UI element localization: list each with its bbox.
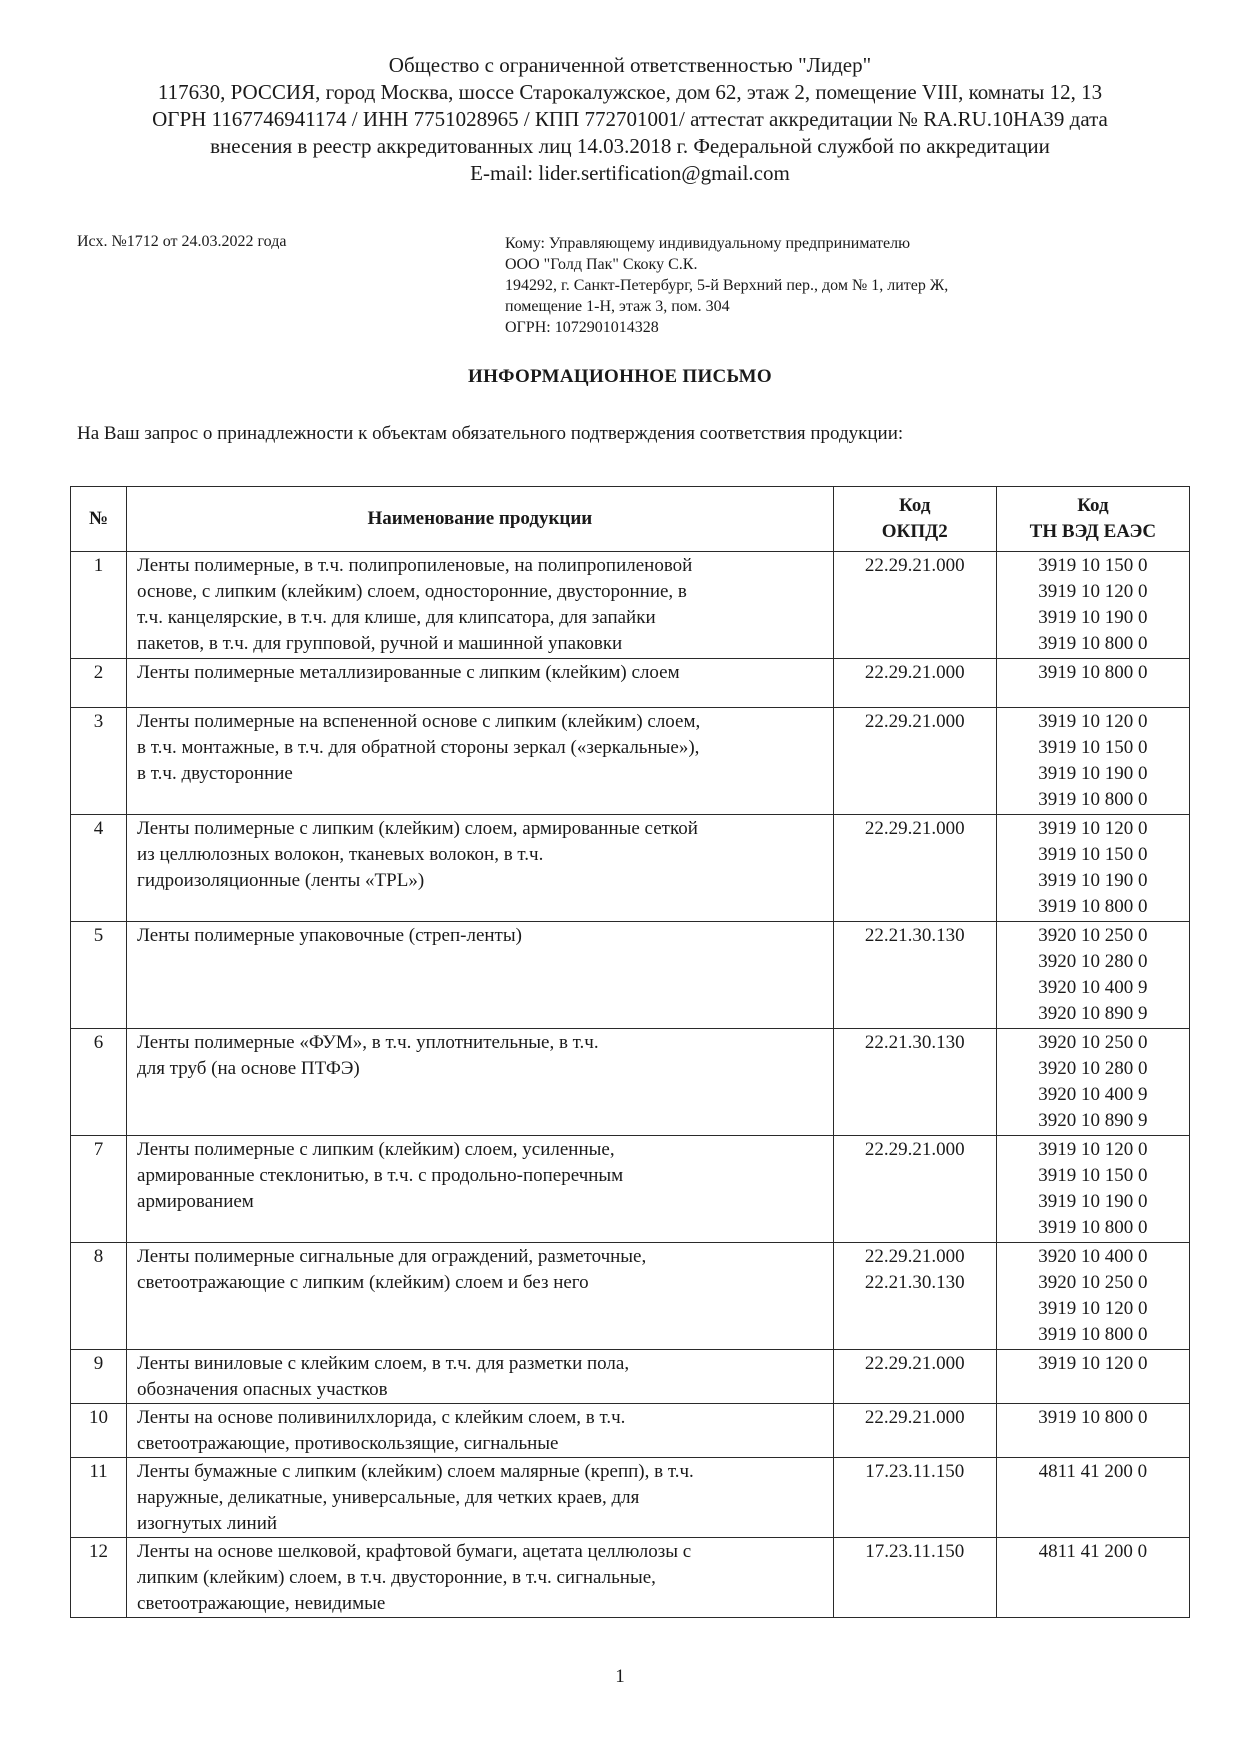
table-body bbox=[71, 552, 1190, 1618]
tn-ved-code bbox=[996, 1538, 1189, 1618]
tn-ved-code-line: 3920 10 400 0 bbox=[1038, 1246, 1148, 1267]
tn-ved-code-line: 3919 10 800 0 bbox=[1038, 633, 1148, 654]
tn-ved-code-line: 3919 10 150 0 bbox=[1038, 737, 1148, 758]
tn-ved-code bbox=[996, 1350, 1189, 1404]
product-name-line: Ленты полимерные, в т.ч. полипропиленовые, на полипропиленовой bbox=[137, 555, 693, 576]
okpd2-code-line: 22.29.21.000 bbox=[864, 662, 965, 683]
header-okpd2-line2: ОКПД2 bbox=[881, 521, 948, 542]
okpd2-code-line: 22.29.21.000 bbox=[864, 711, 965, 732]
okpd2-code bbox=[833, 552, 996, 659]
tn-ved-code-line: 3919 10 190 0 bbox=[1038, 607, 1148, 628]
tn-ved-code-line: 3920 10 890 9 bbox=[1038, 1003, 1148, 1024]
product-name-line: Ленты на основе поливинилхлорида, с клейким слоем, в т.ч. bbox=[137, 1407, 626, 1428]
product-name bbox=[127, 1350, 834, 1404]
okpd2-code-line: 22.29.21.000 bbox=[864, 1407, 965, 1428]
okpd2-code bbox=[833, 1029, 996, 1136]
header-tn-ved-line2: ТН ВЭД ЕАЭС bbox=[1029, 521, 1157, 542]
tn-ved-code-line: 3920 10 890 9 bbox=[1038, 1110, 1148, 1131]
product-name bbox=[127, 922, 834, 1029]
product-name-line: Ленты полимерные на вспененной основе с липким (клейким) слоем, bbox=[137, 711, 701, 732]
recipient-line: ООО "Голд Пак" Скоку С.К. bbox=[505, 256, 698, 273]
table-row bbox=[71, 659, 1190, 708]
product-name-line: изогнутых линий bbox=[137, 1513, 278, 1534]
tn-ved-code bbox=[996, 1458, 1189, 1538]
tn-ved-code-line: 3920 10 400 9 bbox=[1038, 977, 1148, 998]
product-name-line: гидроизоляционные (ленты «TPL») bbox=[137, 870, 425, 891]
row-number: 12 bbox=[71, 1538, 127, 1618]
recipient-line: ОГРН: 1072901014328 bbox=[505, 319, 659, 336]
row-number: 5 bbox=[71, 922, 127, 1029]
okpd2-code-line: 22.21.30.130 bbox=[864, 925, 965, 946]
company-header bbox=[80, 52, 1180, 187]
product-name bbox=[127, 1458, 834, 1538]
page-number: 1 bbox=[615, 1666, 625, 1687]
okpd2-code-line: 22.29.21.000 bbox=[864, 1353, 965, 1374]
tn-ved-code-line: 3919 10 120 0 bbox=[1038, 1298, 1148, 1319]
okpd2-code bbox=[833, 1136, 996, 1243]
recipient-line: помещение 1-Н, этаж 3, пом. 304 bbox=[505, 298, 730, 315]
tn-ved-code-line: 3920 10 280 0 bbox=[1038, 951, 1148, 972]
product-name bbox=[127, 552, 834, 659]
table-row bbox=[71, 1350, 1190, 1404]
product-name bbox=[127, 1243, 834, 1350]
row-number: 6 bbox=[71, 1029, 127, 1136]
tn-ved-code-line: 3919 10 800 0 bbox=[1038, 662, 1148, 683]
okpd2-code-line: 22.21.30.130 bbox=[864, 1032, 965, 1053]
product-name-line: из целлюлозных волокон, тканевых волокон, в т.ч. bbox=[137, 844, 544, 865]
tn-ved-code-line: 3919 10 120 0 bbox=[1038, 1139, 1148, 1160]
header-tn-ved bbox=[996, 487, 1189, 552]
product-name-line: т.ч. канцелярские, в т.ч. для клише, для клипсатора, для запайки bbox=[137, 607, 656, 628]
tn-ved-code-line: 3919 10 190 0 bbox=[1038, 1191, 1148, 1212]
tn-ved-code-line: 3919 10 800 0 bbox=[1038, 1324, 1148, 1345]
product-name-line: основе, с липким (клейким) слоем, односторонние, двусторонние, в bbox=[137, 581, 687, 602]
tn-ved-code bbox=[996, 815, 1189, 922]
product-name-line: армированием bbox=[137, 1191, 254, 1212]
product-name-line: Ленты виниловые с клейким слоем, в т.ч. для разметки пола, bbox=[137, 1353, 630, 1374]
company-name: Общество с ограниченной ответственностью "Лидер" bbox=[388, 53, 872, 77]
row-number: 7 bbox=[71, 1136, 127, 1243]
row-number: 1 bbox=[71, 552, 127, 659]
okpd2-code bbox=[833, 922, 996, 1029]
document-title: ИНФОРМАЦИОННОЕ ПИСЬМО bbox=[468, 366, 772, 387]
tn-ved-code-line: 3919 10 800 0 bbox=[1038, 1217, 1148, 1238]
tn-ved-code-line: 3919 10 150 0 bbox=[1038, 844, 1148, 865]
product-name bbox=[127, 1404, 834, 1458]
okpd2-code-line: 22.29.21.000 bbox=[864, 818, 965, 839]
table-row bbox=[71, 922, 1190, 1029]
table-row bbox=[71, 815, 1190, 922]
header-okpd2-line1: Код bbox=[899, 495, 931, 516]
product-name-line: Ленты полимерные металлизированные с липким (клейким) слоем bbox=[137, 662, 680, 683]
row-number: 10 bbox=[71, 1404, 127, 1458]
tn-ved-code-line: 3920 10 250 0 bbox=[1038, 1272, 1148, 1293]
row-number: 2 bbox=[71, 659, 127, 708]
tn-ved-code-line: 3919 10 800 0 bbox=[1038, 896, 1148, 917]
product-name-line: в т.ч. двусторонние bbox=[137, 763, 293, 784]
tn-ved-code-line: 3920 10 250 0 bbox=[1038, 925, 1148, 946]
tn-ved-code-line: 3919 10 800 0 bbox=[1038, 1407, 1148, 1428]
intro-text: На Ваш запрос о принадлежности к объектам обязательного подтверждения соответствия продукции: bbox=[77, 423, 904, 444]
product-name bbox=[127, 708, 834, 815]
header-tn-ved-line1: Код bbox=[1077, 495, 1109, 516]
table-row bbox=[71, 1243, 1190, 1350]
table-row bbox=[71, 1404, 1190, 1458]
table-row bbox=[71, 708, 1190, 815]
product-name-line: наружные, деликатные, универсальные, для четких краев, для bbox=[137, 1487, 640, 1508]
okpd2-code bbox=[833, 1404, 996, 1458]
product-name bbox=[127, 815, 834, 922]
row-number: 11 bbox=[71, 1458, 127, 1538]
product-name-line: липким (клейким) слоем, в т.ч. двусторонние, в т.ч. сигнальные, bbox=[137, 1567, 656, 1588]
tn-ved-code-line: 3920 10 400 9 bbox=[1038, 1084, 1148, 1105]
tn-ved-code bbox=[996, 1404, 1189, 1458]
tn-ved-code-line: 4811 41 200 0 bbox=[1038, 1541, 1148, 1562]
product-name bbox=[127, 1029, 834, 1136]
okpd2-code bbox=[833, 1458, 996, 1538]
tn-ved-code-line: 3919 10 120 0 bbox=[1038, 581, 1148, 602]
row-number: 8 bbox=[71, 1243, 127, 1350]
product-name-line: Ленты на основе шелковой, крафтовой бумаги, ацетата целлюлозы с bbox=[137, 1541, 692, 1562]
product-name-line: светоотражающие, невидимые bbox=[137, 1593, 386, 1614]
row-number: 9 bbox=[71, 1350, 127, 1404]
product-name-line: светоотражающие, противоскользящие, сигнальные bbox=[137, 1433, 559, 1454]
tn-ved-code bbox=[996, 552, 1189, 659]
table-row bbox=[71, 1136, 1190, 1243]
tn-ved-code-line: 3919 10 120 0 bbox=[1038, 1353, 1148, 1374]
company-registration: ОГРН 1167746941174 / ИНН 7751028965 / КПП 772701001/ аттестат аккредитации № RA.RU.10НА39 дата bbox=[152, 107, 1108, 131]
okpd2-code bbox=[833, 659, 996, 708]
okpd2-code bbox=[833, 708, 996, 815]
table-row bbox=[71, 1458, 1190, 1538]
recipient-line: 194292, г. Санкт-Петербург, 5-й Верхний пер., дом № 1, литер Ж, bbox=[505, 277, 949, 294]
product-name-line: Ленты полимерные «ФУМ», в т.ч. уплотнительные, в т.ч. bbox=[137, 1032, 599, 1053]
okpd2-code-line: 22.29.21.000 bbox=[864, 555, 965, 576]
company-accreditation: внесения в реестр аккредитованных лиц 14.03.2018 г. Федеральной службой по аккредитации bbox=[210, 134, 1050, 158]
product-name-line: светоотражающие с липким (клейким) слоем и без него bbox=[137, 1272, 589, 1293]
product-name-line: в т.ч. монтажные, в т.ч. для обратной стороны зеркал («зеркальные»), bbox=[137, 737, 700, 758]
tn-ved-code-line: 3919 10 150 0 bbox=[1038, 1165, 1148, 1186]
okpd2-code-line: 22.29.21.000 bbox=[864, 1139, 965, 1160]
tn-ved-code bbox=[996, 1243, 1189, 1350]
tn-ved-code-line: 4811 41 200 0 bbox=[1038, 1461, 1148, 1482]
header-product-name-label: Наименование продукции bbox=[367, 508, 593, 529]
table-row bbox=[71, 552, 1190, 659]
tn-ved-code-line: 3920 10 280 0 bbox=[1038, 1058, 1148, 1079]
table-row bbox=[71, 1029, 1190, 1136]
outgoing-reference: Исх. №1712 от 24.03.2022 года bbox=[77, 233, 287, 250]
header-number-label: № bbox=[88, 508, 109, 529]
okpd2-code bbox=[833, 1538, 996, 1618]
product-name-line: Ленты полимерные упаковочные (стреп-ленты) bbox=[137, 925, 522, 946]
tn-ved-code-line: 3919 10 190 0 bbox=[1038, 763, 1148, 784]
okpd2-code-line: 22.21.30.130 bbox=[864, 1272, 965, 1293]
tn-ved-code-line: 3920 10 250 0 bbox=[1038, 1032, 1148, 1053]
okpd2-code-line: 17.23.11.150 bbox=[865, 1541, 965, 1562]
okpd2-code bbox=[833, 815, 996, 922]
header-okpd2 bbox=[833, 487, 996, 552]
product-name-line: для труб (на основе ПТФЭ) bbox=[137, 1058, 360, 1079]
product-name-line: пакетов, в т.ч. для групповой, ручной и машинной упаковки bbox=[137, 633, 623, 654]
tn-ved-code bbox=[996, 1029, 1189, 1136]
row-number: 4 bbox=[71, 815, 127, 922]
header-product-name bbox=[127, 487, 834, 552]
product-name-line: Ленты полимерные сигнальные для ограждений, разметочные, bbox=[137, 1246, 647, 1267]
tn-ved-code-line: 3919 10 120 0 bbox=[1038, 711, 1148, 732]
tn-ved-code-line: 3919 10 150 0 bbox=[1038, 555, 1148, 576]
product-name bbox=[127, 659, 834, 708]
row-number: 3 bbox=[71, 708, 127, 815]
product-name-line: Ленты бумажные с липким (клейким) слоем малярные (крепп), в т.ч. bbox=[137, 1461, 694, 1482]
okpd2-code-line: 17.23.11.150 bbox=[865, 1461, 965, 1482]
recipient-block bbox=[505, 233, 948, 338]
tn-ved-code bbox=[996, 659, 1189, 708]
table-header-row bbox=[71, 487, 1190, 552]
table-row bbox=[71, 1538, 1190, 1618]
header-number bbox=[71, 487, 127, 552]
tn-ved-code bbox=[996, 922, 1189, 1029]
tn-ved-code-line: 3919 10 190 0 bbox=[1038, 870, 1148, 891]
tn-ved-code-line: 3919 10 120 0 bbox=[1038, 818, 1148, 839]
tn-ved-code bbox=[996, 1136, 1189, 1243]
okpd2-code bbox=[833, 1350, 996, 1404]
product-name bbox=[127, 1538, 834, 1618]
company-address: 117630, РОССИЯ, город Москва, шоссе Старокалужское, дом 62, этаж 2, помещение VIII, комнаты 12, 13 bbox=[157, 80, 1103, 104]
okpd2-code bbox=[833, 1243, 996, 1350]
recipient-line: Кому: Управляющему индивидуальному предпринимателю bbox=[505, 235, 911, 252]
okpd2-code-line: 22.29.21.000 bbox=[864, 1246, 965, 1267]
product-name-line: армированные стеклонитью, в т.ч. с продольно-поперечным bbox=[137, 1165, 624, 1186]
product-name bbox=[127, 1136, 834, 1243]
tn-ved-code bbox=[996, 708, 1189, 815]
products-table bbox=[70, 486, 1190, 1618]
product-name-line: Ленты полимерные с липким (клейким) слоем, армированные сеткой bbox=[137, 818, 698, 839]
company-email: E-mail: lider.sertification@gmail.com bbox=[470, 161, 790, 185]
product-name-line: обозначения опасных участков bbox=[137, 1379, 388, 1400]
tn-ved-code-line: 3919 10 800 0 bbox=[1038, 789, 1148, 810]
product-name-line: Ленты полимерные с липким (клейким) слоем, усиленные, bbox=[137, 1139, 615, 1160]
